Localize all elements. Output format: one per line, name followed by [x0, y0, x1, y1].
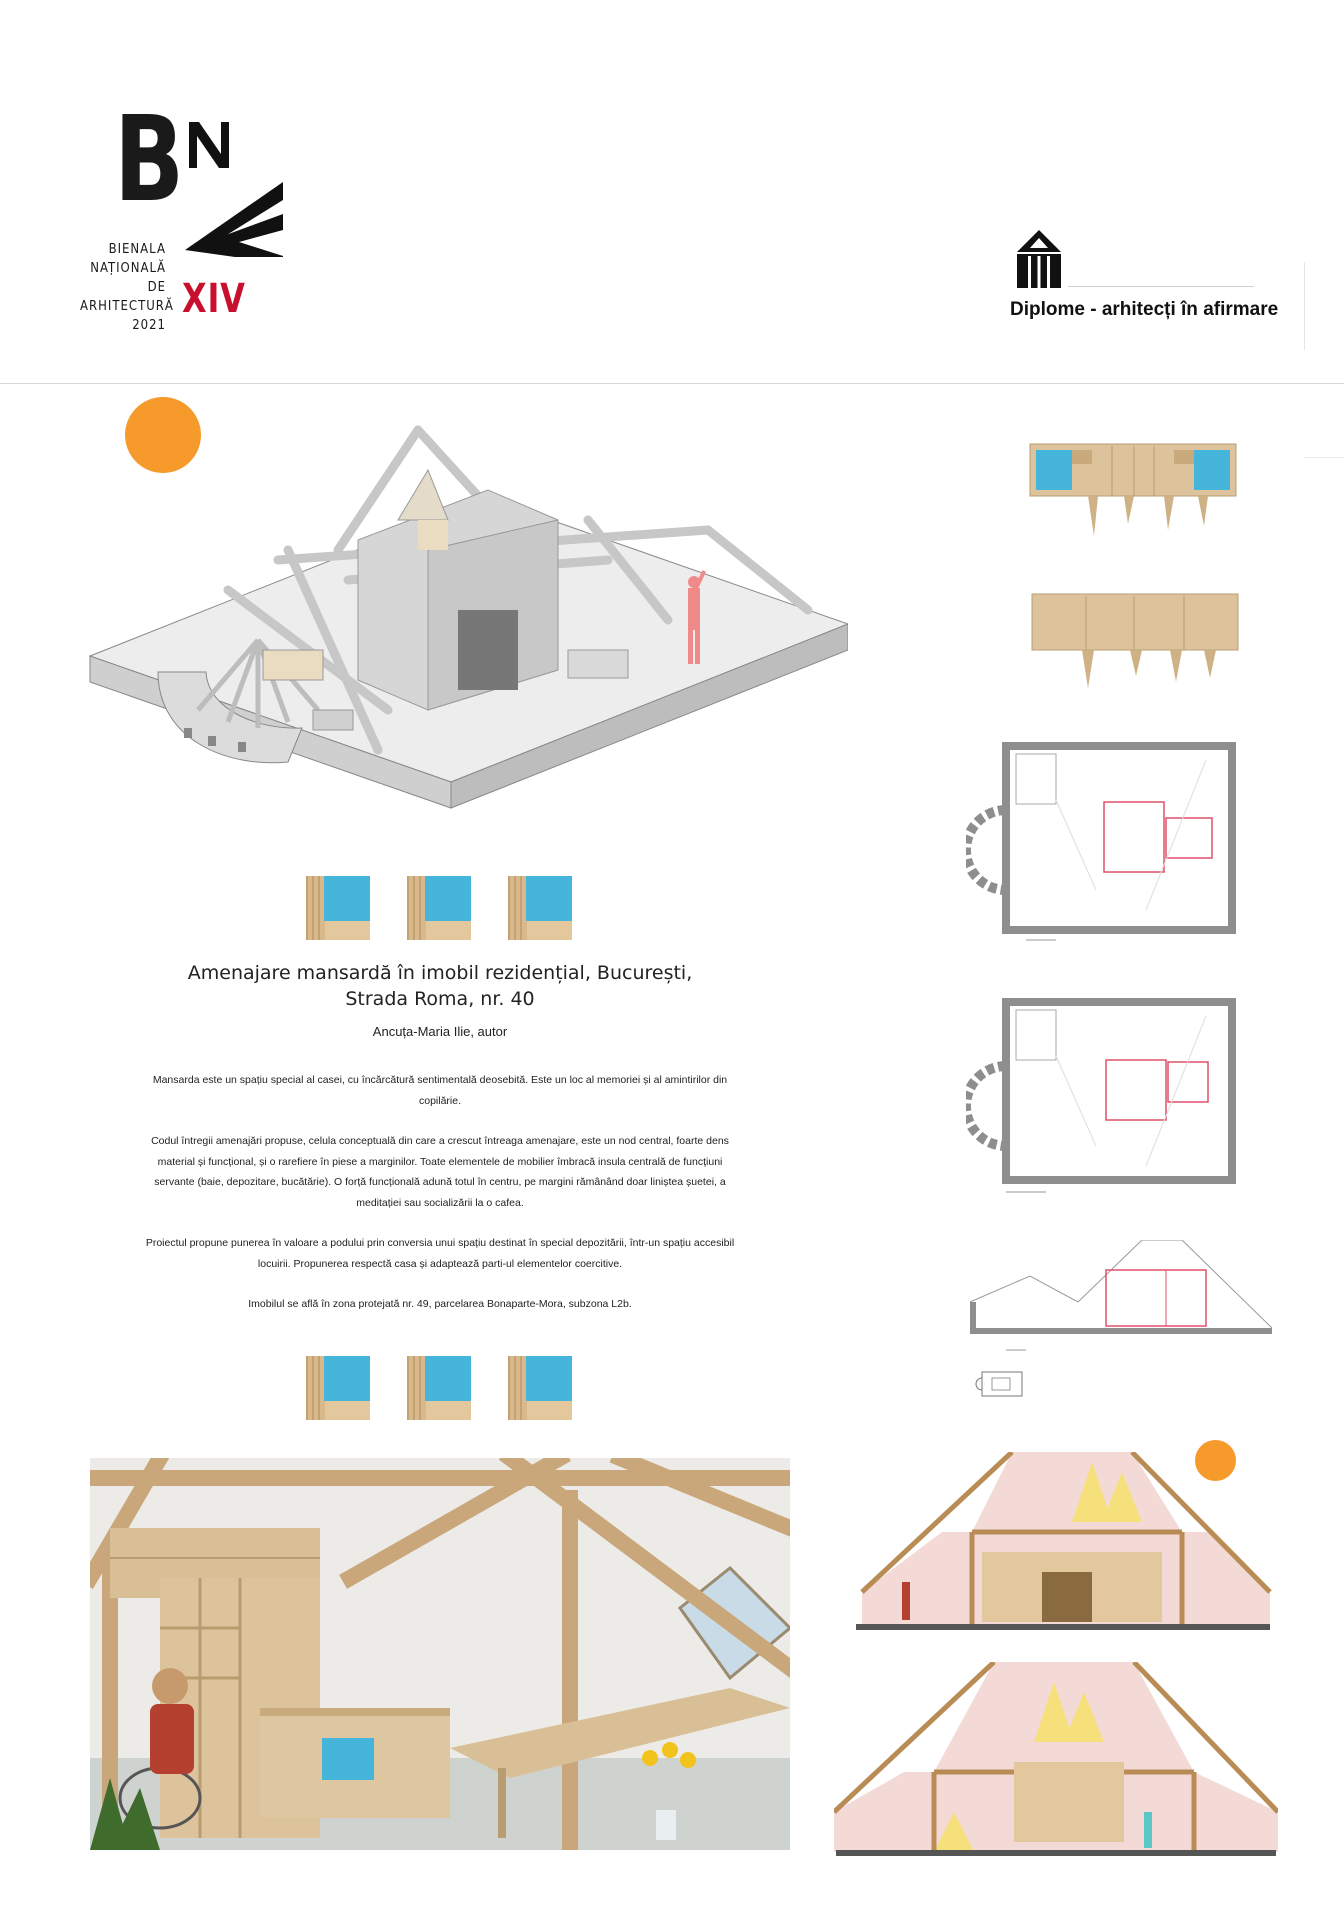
description-paragraph: Codul întregii amenajări propuse, celula conceptuală din care a crescut întreaga amenajare, este un nod central, foarte dens material și funcțional, și o rarefiere în piese a marginilor. Toate elementele de mobilier îmbracă insula centrală de funcțiuni servante (baie, depozitare, bucătărie). O forță funcțională adună totul în centru, pe margini rămânând doar liniștea șuetei, a meditației sau socializării la o cafea.	[151, 1135, 729, 1209]
description-paragraph: Mansarda este un spațiu special al casei, cu încărcătură sentimentală deosebită. Este un loc al memoriei și al amintirilor din copilărie.	[152, 1074, 728, 1107]
key-plan	[974, 1370, 1026, 1398]
edge-mark	[1304, 457, 1344, 458]
header-rule	[0, 383, 1344, 384]
logo-line-4: ARHITECTURĂ	[80, 299, 174, 314]
sideboard-open-drawing	[1028, 440, 1240, 536]
logo-line-5: 2021	[132, 318, 166, 333]
project-title	[140, 960, 740, 1012]
logo-text	[80, 240, 174, 335]
logo-line-1: BIENALA	[108, 242, 166, 257]
interior-render	[90, 1458, 790, 1850]
section-render-2	[834, 1662, 1278, 1858]
project-author: Ancuța-Maria Ilie, autor	[372, 1024, 508, 1039]
color-swatch	[306, 1356, 370, 1420]
logo-line-3: DE	[147, 280, 166, 295]
color-swatch	[508, 876, 572, 940]
floor-plan-2	[966, 996, 1272, 1206]
color-swatch	[306, 876, 370, 940]
color-swatch	[407, 1356, 471, 1420]
project-title-line-1: Amenajare mansardă în imobil rezidențial, București,	[187, 962, 693, 984]
floor-plan-1	[966, 740, 1272, 950]
edition-number: XIV	[182, 276, 246, 322]
logo-line-2: NAȚIONALĂ	[90, 261, 166, 276]
project-description	[140, 1070, 740, 1335]
header-divider	[1304, 262, 1305, 350]
pencil-house-icon	[1017, 230, 1061, 288]
logo-letter-b: B	[114, 90, 182, 228]
color-swatch	[508, 1356, 572, 1420]
section-render-1	[852, 1452, 1272, 1632]
axonometric-drawing	[88, 410, 848, 810]
section-drawing	[966, 1240, 1272, 1356]
description-paragraph: Proiectul propune punerea în valoare a podului prin conversia unui spațiu destinat în special depozitării, într-un spațiu accesibil locuirii. Propunerea respectă casa și adaptează parti-ul elementelor coercitive.	[145, 1237, 735, 1270]
description-paragraph: Imobilul se află în zona protejată nr. 49, parcelarea Bonaparte-Mora, subzona L2b.	[248, 1298, 632, 1310]
logo-na-mark	[175, 122, 287, 257]
color-swatch	[407, 876, 471, 940]
project-title-line-2: Strada Roma, nr. 40	[345, 988, 535, 1010]
sideboard-closed-drawing	[1030, 590, 1242, 688]
section-label: Diplome - arhitecți în afirmare	[1010, 299, 1279, 320]
section-underline	[1068, 286, 1254, 287]
